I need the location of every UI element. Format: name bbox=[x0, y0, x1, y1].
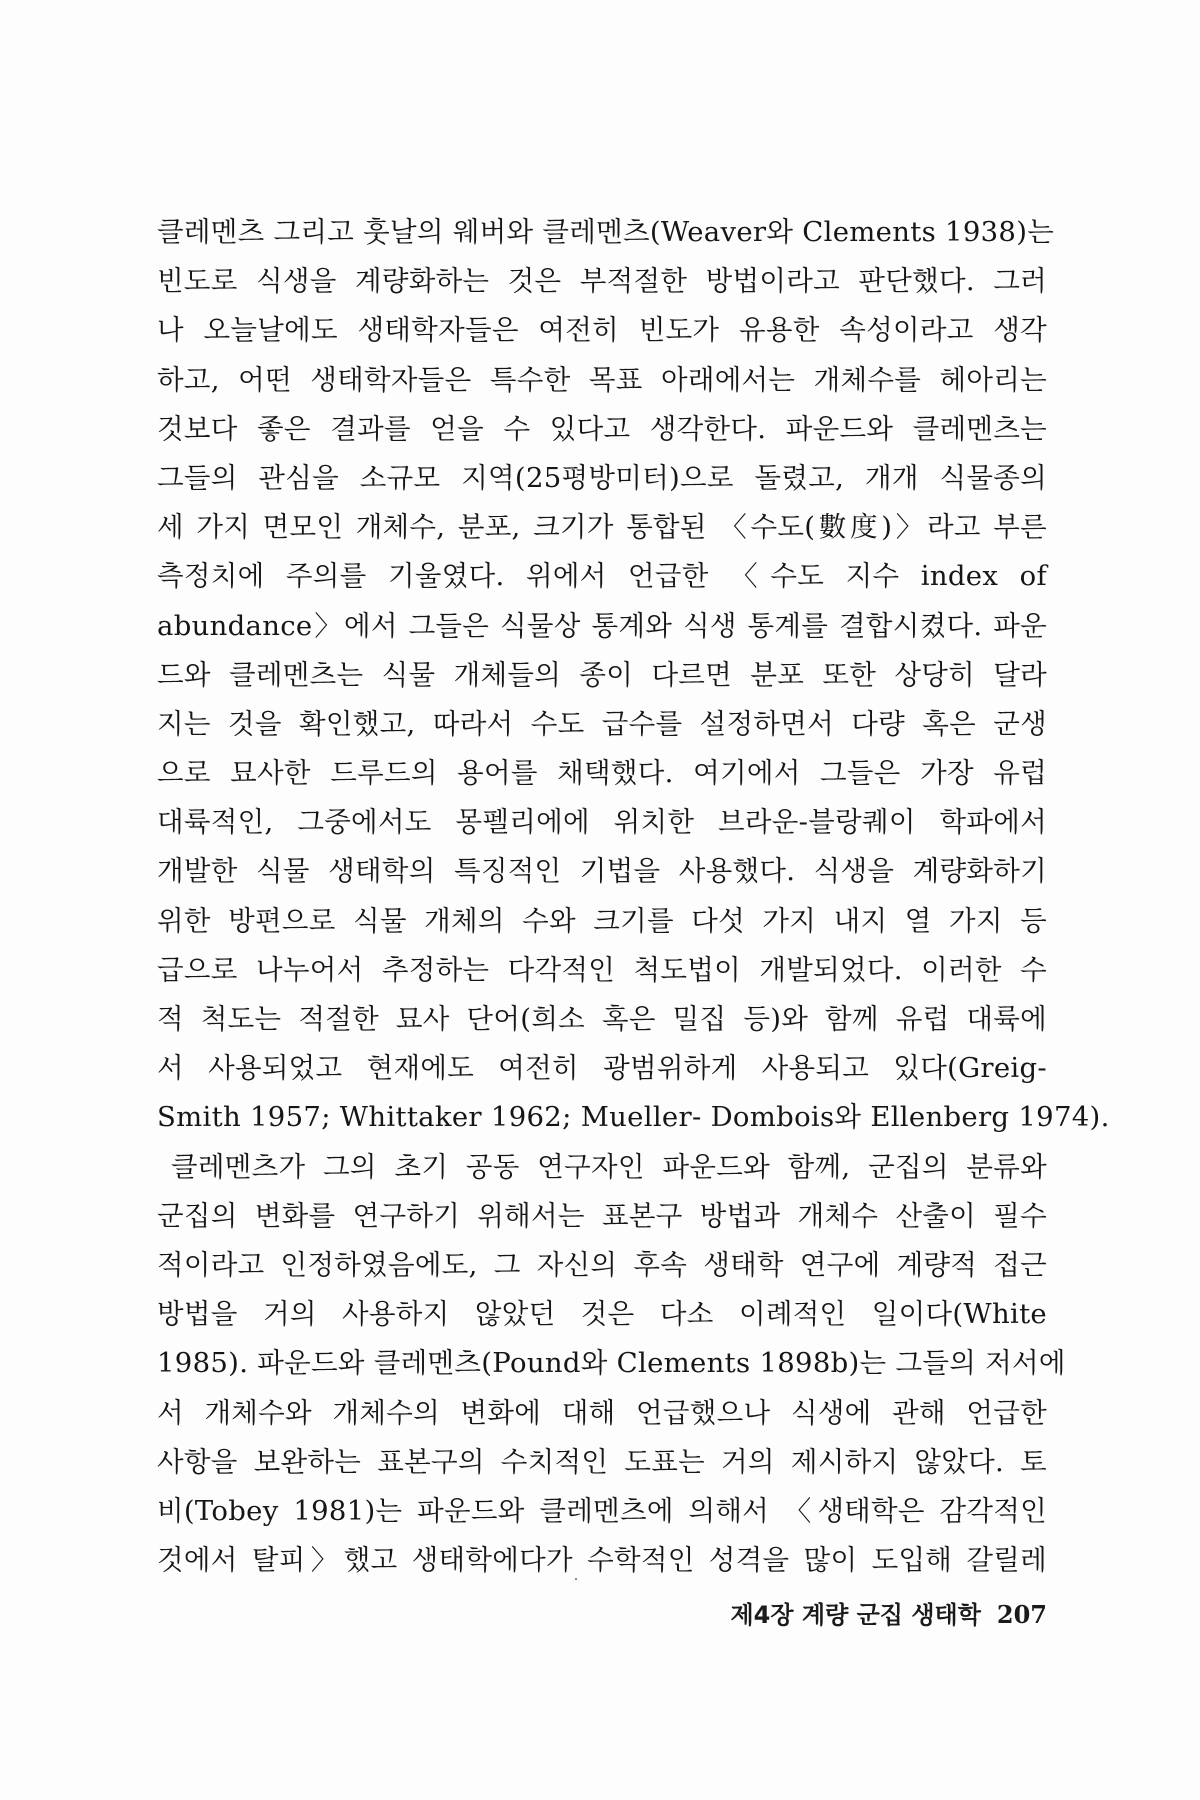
text-line: 급으로 나누어서 추정하는 다각적인 척도법이 개발되었다. 이러한 수 bbox=[157, 953, 1047, 986]
text-line: 적 척도는 적절한 묘사 단어(희소 혹은 밀집 등)와 함께 유럽 대륙에 bbox=[157, 1003, 1047, 1035]
text-line: 지는 것을 확인했고, 따라서 수도 급수를 설정하면서 다량 혹은 군생 bbox=[157, 707, 1047, 740]
text-line: 군집의 변화를 연구하기 위해서는 표본구 방법과 개체수 산출이 필수 bbox=[157, 1199, 1047, 1232]
text-line: 비(Tobey 1981)는 파운드와 클레멘츠에 의해서 〈생태학은 감각적인 bbox=[157, 1494, 1047, 1527]
text-line: 세 가지 면모인 개체수, 분포, 크기가 통합된 〈수도(數度)〉라고 부른 bbox=[157, 511, 1047, 544]
text-line: 서 개체수와 개체수의 변화에 대해 언급했으나 식생에 관해 언급한 bbox=[157, 1396, 1047, 1429]
body-text bbox=[157, 208, 1110, 1585]
text-line: 것보다 좋은 결과를 얻을 수 있다고 생각한다. 파운드와 클레멘츠는 bbox=[157, 412, 1047, 445]
text-line: 빈도로 식생을 계량화하는 것은 부적절한 방법이라고 판단했다. 그러 bbox=[157, 265, 1047, 298]
text-line: 클레멘츠 그리고 훗날의 웨버와 클레멘츠(Weaver와 Clements 1938)는 bbox=[157, 216, 1055, 248]
text-line: 개발한 식물 생태학의 특징적인 기법을 사용했다. 식생을 계량화하기 bbox=[157, 855, 1047, 888]
text-line: 서 사용되었고 현재에도 여전히 광범위하게 사용되고 있다(Greig- bbox=[157, 1052, 1047, 1085]
text-line: abundance〉에서 그들은 식물상 통계와 식생 통계를 결합시켰다. 파운 bbox=[157, 609, 1047, 642]
text-line: 것에서 탈피〉했고 생태학에다가 수학적인 성격을 많이 도입해 갈릴레 bbox=[157, 1544, 1047, 1577]
text-line: 으로 묘사한 드루드의 용어를 채택했다. 여기에서 그들은 가장 유럽 bbox=[157, 757, 1047, 790]
text-line: 측정치에 주의를 기울였다. 위에서 언급한 〈수도 지수 index of bbox=[157, 560, 1047, 593]
text-line: 위한 방편으로 식물 개체의 수와 크기를 다섯 가지 내지 열 가지 등 bbox=[157, 904, 1047, 937]
paragraph-start-line: 클레멘츠가 그의 초기 공동 연구자인 파운드와 함께, 군집의 분류와 bbox=[171, 1150, 1047, 1183]
running-footer bbox=[157, 1595, 1047, 1630]
text-line: 그들의 관심을 소규모 지역(25평방미터)으로 돌렸고, 개개 식물종의 bbox=[157, 461, 1047, 494]
text-line: 사항을 보완하는 표본구의 수치적인 도표는 거의 제시하지 않았다. 토 bbox=[157, 1445, 1047, 1478]
paragraph-end-line: Smith 1957; Whittaker 1962; Mueller- Dombois와 Ellenberg 1974). bbox=[157, 1101, 1110, 1134]
text-line: 드와 클레멘츠는 식물 개체들의 종이 다르면 분포 또한 상당히 달라 bbox=[157, 658, 1047, 691]
chapter-title: 제4장 계량 군집 생태학 bbox=[730, 1601, 981, 1629]
text-line: 대륙적인, 그중에서도 몽펠리에에 위치한 브라운-블랑퀘이 학파에서 bbox=[157, 806, 1047, 839]
text-line: 방법을 거의 사용하지 않았던 것은 다소 이례적인 일이다(White bbox=[157, 1298, 1047, 1331]
text-line: 하고, 어떤 생태학자들은 특수한 목표 아래에서는 개체수를 헤아리는 bbox=[157, 363, 1047, 396]
page-number: 207 bbox=[996, 1600, 1047, 1629]
text-line: 적이라고 인정하였음에도, 그 자신의 후속 생태학 연구에 계량적 접근 bbox=[157, 1248, 1047, 1281]
scan-speck bbox=[575, 1578, 577, 1580]
text-line: 나 오늘날에도 생태학자들은 여전히 빈도가 유용한 속성이라고 생각 bbox=[157, 314, 1047, 347]
text-line: 1985). 파운드와 클레멘츠(Pound와 Clements 1898b)는 그들의 저서에 bbox=[157, 1347, 1066, 1380]
